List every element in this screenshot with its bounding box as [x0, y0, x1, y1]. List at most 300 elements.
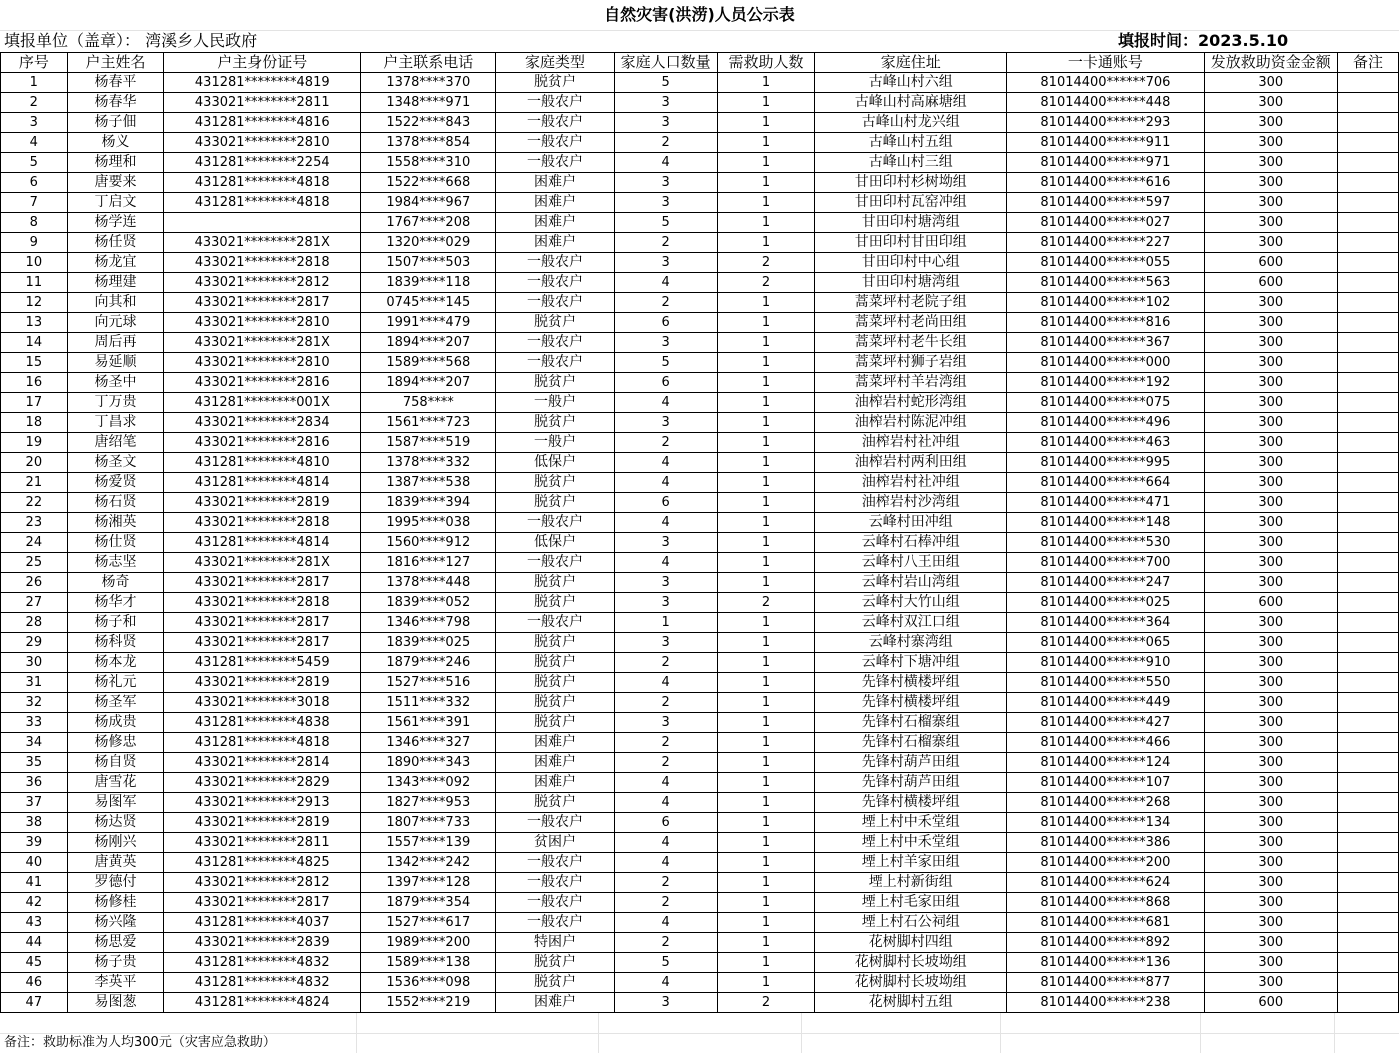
cell-aid-count[interactable]: 1: [717, 453, 815, 473]
cell-type[interactable]: 一般农户: [496, 253, 614, 273]
cell-id[interactable]: 431281********001X: [164, 393, 361, 413]
cell-type[interactable]: 脱贫户: [496, 313, 614, 333]
cell-remark[interactable]: [1337, 773, 1398, 793]
cell-type[interactable]: 脱贫户: [496, 593, 614, 613]
cell-type[interactable]: 一般农户: [496, 93, 614, 113]
cell-address[interactable]: 甘田印村瓦窑冲组: [815, 193, 1007, 213]
cell-family-size[interactable]: 4: [614, 833, 717, 853]
cell-amount[interactable]: 300: [1204, 493, 1337, 513]
cell-phone[interactable]: 1839****052: [361, 593, 496, 613]
cell-remark[interactable]: [1337, 93, 1398, 113]
cell-aid-count[interactable]: 1: [717, 933, 815, 953]
cell-name[interactable]: 李英平: [67, 973, 164, 993]
cell-aid-count[interactable]: 1: [717, 913, 815, 933]
cell-type[interactable]: 困难户: [496, 733, 614, 753]
cell-amount[interactable]: 300: [1204, 293, 1337, 313]
cell-account[interactable]: 81014400******065: [1007, 633, 1205, 653]
cell-family-size[interactable]: 3: [614, 113, 717, 133]
cell-id[interactable]: 433021********2834: [164, 413, 361, 433]
cell-index[interactable]: 14: [1, 333, 68, 353]
cell-phone[interactable]: 1587****519: [361, 433, 496, 453]
cell-name[interactable]: 杨奇: [67, 573, 164, 593]
cell-id[interactable]: 433021********2811: [164, 93, 361, 113]
cell-name[interactable]: 杨圣军: [67, 693, 164, 713]
cell-remark[interactable]: [1337, 533, 1398, 553]
cell-name[interactable]: 唐要来: [67, 173, 164, 193]
cell-name[interactable]: 周后再: [67, 333, 164, 353]
cell-id[interactable]: 433021********2819: [164, 813, 361, 833]
cell-index[interactable]: 33: [1, 713, 68, 733]
cell-name[interactable]: 杨任贤: [67, 233, 164, 253]
cell-name[interactable]: 向其和: [67, 293, 164, 313]
cell-index[interactable]: 37: [1, 793, 68, 813]
cell-address[interactable]: 甘田印村中心组: [815, 253, 1007, 273]
cell-type[interactable]: 一般农户: [496, 113, 614, 133]
cell-type[interactable]: 一般农户: [496, 333, 614, 353]
cell-address[interactable]: 云峰村石棒冲组: [815, 533, 1007, 553]
cell-phone[interactable]: 1507****503: [361, 253, 496, 273]
cell-account[interactable]: 81014400******910: [1007, 653, 1205, 673]
cell-address[interactable]: 油榨岩村社冲组: [815, 433, 1007, 453]
cell-amount[interactable]: 300: [1204, 793, 1337, 813]
cell-amount[interactable]: 300: [1204, 713, 1337, 733]
cell-aid-count[interactable]: 1: [717, 553, 815, 573]
cell-remark[interactable]: [1337, 913, 1398, 933]
cell-index[interactable]: 1: [1, 73, 68, 93]
cell-remark[interactable]: [1337, 693, 1398, 713]
header-account[interactable]: 一卡通账号: [1007, 53, 1205, 73]
cell-amount[interactable]: 600: [1204, 593, 1337, 613]
cell-amount[interactable]: 300: [1204, 953, 1337, 973]
cell-index[interactable]: 24: [1, 533, 68, 553]
cell-amount[interactable]: 300: [1204, 673, 1337, 693]
cell-aid-count[interactable]: 1: [717, 213, 815, 233]
cell-name[interactable]: 向元球: [67, 313, 164, 333]
cell-phone[interactable]: 1839****394: [361, 493, 496, 513]
cell-account[interactable]: 81014400******192: [1007, 373, 1205, 393]
cell-amount[interactable]: 300: [1204, 313, 1337, 333]
cell-address[interactable]: 油榨岩村陈泥冲组: [815, 413, 1007, 433]
cell-remark[interactable]: [1337, 333, 1398, 353]
cell-amount[interactable]: 300: [1204, 513, 1337, 533]
cell-name[interactable]: 罗德付: [67, 873, 164, 893]
cell-name[interactable]: 杨义: [67, 133, 164, 153]
cell-amount[interactable]: 300: [1204, 633, 1337, 653]
cell-remark[interactable]: [1337, 853, 1398, 873]
cell-family-size[interactable]: 2: [614, 893, 717, 913]
cell-address[interactable]: 云峰村大竹山组: [815, 593, 1007, 613]
cell-amount[interactable]: 300: [1204, 893, 1337, 913]
cell-phone[interactable]: 1378****854: [361, 133, 496, 153]
cell-aid-count[interactable]: 1: [717, 973, 815, 993]
cell-family-size[interactable]: 3: [614, 413, 717, 433]
cell-family-size[interactable]: 2: [614, 293, 717, 313]
cell-amount[interactable]: 300: [1204, 613, 1337, 633]
cell-phone[interactable]: 1387****538: [361, 473, 496, 493]
cell-amount[interactable]: 300: [1204, 813, 1337, 833]
cell-phone[interactable]: 1827****953: [361, 793, 496, 813]
cell-family-size[interactable]: 4: [614, 273, 717, 293]
cell-account[interactable]: 81014400******700: [1007, 553, 1205, 573]
cell-amount[interactable]: 300: [1204, 753, 1337, 773]
cell-name[interactable]: 杨华才: [67, 593, 164, 613]
cell-index[interactable]: 13: [1, 313, 68, 333]
cell-aid-count[interactable]: 1: [717, 813, 815, 833]
cell-account[interactable]: 81014400******293: [1007, 113, 1205, 133]
cell-aid-count[interactable]: 2: [717, 593, 815, 613]
cell-id[interactable]: 433021********281X: [164, 233, 361, 253]
cell-phone[interactable]: 1991****479: [361, 313, 496, 333]
cell-index[interactable]: 18: [1, 413, 68, 433]
cell-phone[interactable]: 1561****723: [361, 413, 496, 433]
cell-phone[interactable]: 1560****912: [361, 533, 496, 553]
cell-index[interactable]: 7: [1, 193, 68, 213]
cell-address[interactable]: 古峰山村三组: [815, 153, 1007, 173]
cell-remark[interactable]: [1337, 573, 1398, 593]
cell-amount[interactable]: 300: [1204, 413, 1337, 433]
cell-account[interactable]: 81014400******664: [1007, 473, 1205, 493]
cell-remark[interactable]: [1337, 373, 1398, 393]
cell-name[interactable]: 杨本龙: [67, 653, 164, 673]
cell-index[interactable]: 17: [1, 393, 68, 413]
cell-aid-count[interactable]: 1: [717, 493, 815, 513]
cell-address[interactable]: 油榨岩村两利田组: [815, 453, 1007, 473]
cell-family-size[interactable]: 4: [614, 853, 717, 873]
cell-phone[interactable]: 1995****038: [361, 513, 496, 533]
cell-type[interactable]: 脱贫户: [496, 793, 614, 813]
cell-remark[interactable]: [1337, 953, 1398, 973]
cell-id[interactable]: 433021********2817: [164, 613, 361, 633]
cell-index[interactable]: 16: [1, 373, 68, 393]
cell-phone[interactable]: 1879****246: [361, 653, 496, 673]
cell-remark[interactable]: [1337, 493, 1398, 513]
cell-id[interactable]: 433021********2817: [164, 293, 361, 313]
cell-type[interactable]: 一般户: [496, 433, 614, 453]
cell-name[interactable]: 杨爱贤: [67, 473, 164, 493]
cell-aid-count[interactable]: 1: [717, 873, 815, 893]
cell-account[interactable]: 81014400******681: [1007, 913, 1205, 933]
cell-index[interactable]: 42: [1, 893, 68, 913]
cell-account[interactable]: 81014400******563: [1007, 273, 1205, 293]
cell-type[interactable]: 脱贫户: [496, 373, 614, 393]
cell-type[interactable]: 一般户: [496, 393, 614, 413]
cell-id[interactable]: 433021********2817: [164, 573, 361, 593]
cell-type[interactable]: 困难户: [496, 993, 614, 1013]
cell-id[interactable]: 431281********4832: [164, 973, 361, 993]
cell-index[interactable]: 46: [1, 973, 68, 993]
cell-index[interactable]: 41: [1, 873, 68, 893]
cell-type[interactable]: 脱贫户: [496, 413, 614, 433]
cell-family-size[interactable]: 2: [614, 873, 717, 893]
cell-name[interactable]: 杨科贤: [67, 633, 164, 653]
cell-name[interactable]: 杨石贤: [67, 493, 164, 513]
cell-aid-count[interactable]: 1: [717, 713, 815, 733]
cell-type[interactable]: 脱贫户: [496, 633, 614, 653]
cell-account[interactable]: 81014400******616: [1007, 173, 1205, 193]
cell-account[interactable]: 81014400******868: [1007, 893, 1205, 913]
cell-address[interactable]: 蒿菜坪村老尚田组: [815, 313, 1007, 333]
cell-phone[interactable]: 0745****145: [361, 293, 496, 313]
cell-index[interactable]: 28: [1, 613, 68, 633]
cell-aid-count[interactable]: 1: [717, 753, 815, 773]
cell-id[interactable]: 431281********4838: [164, 713, 361, 733]
cell-id[interactable]: 433021********2818: [164, 593, 361, 613]
cell-remark[interactable]: [1337, 513, 1398, 533]
cell-family-size[interactable]: 2: [614, 753, 717, 773]
cell-address[interactable]: 云峰村田冲组: [815, 513, 1007, 533]
cell-address[interactable]: 蒿菜坪村老院子组: [815, 293, 1007, 313]
cell-id[interactable]: 433021********2810: [164, 353, 361, 373]
cell-type[interactable]: 困难户: [496, 213, 614, 233]
cell-type[interactable]: 一般农户: [496, 853, 614, 873]
cell-family-size[interactable]: 2: [614, 233, 717, 253]
cell-amount[interactable]: 300: [1204, 573, 1337, 593]
cell-aid-count[interactable]: 1: [717, 413, 815, 433]
cell-name[interactable]: 杨达贤: [67, 813, 164, 833]
cell-address[interactable]: 先锋村葫芦田组: [815, 773, 1007, 793]
cell-phone[interactable]: 1342****242: [361, 853, 496, 873]
cell-aid-count[interactable]: 2: [717, 253, 815, 273]
cell-index[interactable]: 15: [1, 353, 68, 373]
header-id[interactable]: 户主身份证号: [164, 53, 361, 73]
cell-phone[interactable]: 1839****025: [361, 633, 496, 653]
cell-remark[interactable]: [1337, 273, 1398, 293]
cell-remark[interactable]: [1337, 153, 1398, 173]
cell-name[interactable]: 易图葱: [67, 993, 164, 1013]
cell-type[interactable]: 脱贫户: [496, 573, 614, 593]
cell-remark[interactable]: [1337, 133, 1398, 153]
cell-address[interactable]: 先锋村葫芦田组: [815, 753, 1007, 773]
cell-index[interactable]: 6: [1, 173, 68, 193]
cell-type[interactable]: 低保户: [496, 453, 614, 473]
cell-name[interactable]: 丁万贵: [67, 393, 164, 413]
cell-id[interactable]: 431281********4818: [164, 733, 361, 753]
cell-family-size[interactable]: 4: [614, 673, 717, 693]
cell-id[interactable]: 433021********2816: [164, 373, 361, 393]
cell-family-size[interactable]: 3: [614, 253, 717, 273]
cell-index[interactable]: 31: [1, 673, 68, 693]
cell-account[interactable]: 81014400******025: [1007, 593, 1205, 613]
cell-address[interactable]: 云峰村双江口组: [815, 613, 1007, 633]
cell-phone[interactable]: 1346****798: [361, 613, 496, 633]
cell-account[interactable]: 81014400******449: [1007, 693, 1205, 713]
cell-phone[interactable]: 1527****617: [361, 913, 496, 933]
cell-family-size[interactable]: 4: [614, 913, 717, 933]
cell-index[interactable]: 8: [1, 213, 68, 233]
cell-id[interactable]: 433021********2812: [164, 273, 361, 293]
cell-remark[interactable]: [1337, 413, 1398, 433]
cell-address[interactable]: 花树脚村长坡坳组: [815, 953, 1007, 973]
cell-family-size[interactable]: 2: [614, 933, 717, 953]
cell-name[interactable]: 杨圣中: [67, 373, 164, 393]
cell-family-size[interactable]: 2: [614, 653, 717, 673]
cell-account[interactable]: 81014400******911: [1007, 133, 1205, 153]
cell-phone[interactable]: 1343****092: [361, 773, 496, 793]
cell-remark[interactable]: [1337, 433, 1398, 453]
cell-address[interactable]: 甘田印村塘湾组: [815, 213, 1007, 233]
cell-id[interactable]: 433021********281X: [164, 553, 361, 573]
cell-phone[interactable]: 1397****128: [361, 873, 496, 893]
cell-id[interactable]: 431281********2254: [164, 153, 361, 173]
cell-address[interactable]: 堙上村羊家田组: [815, 853, 1007, 873]
cell-index[interactable]: 36: [1, 773, 68, 793]
cell-id[interactable]: 433021********2818: [164, 513, 361, 533]
cell-remark[interactable]: [1337, 653, 1398, 673]
cell-aid-count[interactable]: 1: [717, 833, 815, 853]
cell-name[interactable]: 杨自贤: [67, 753, 164, 773]
cell-name[interactable]: 杨春华: [67, 93, 164, 113]
cell-amount[interactable]: 300: [1204, 93, 1337, 113]
cell-aid-count[interactable]: 1: [717, 333, 815, 353]
cell-type[interactable]: 困难户: [496, 193, 614, 213]
cell-type[interactable]: 一般农户: [496, 893, 614, 913]
cell-phone[interactable]: 1378****448: [361, 573, 496, 593]
cell-address[interactable]: 古峰山村高麻塘组: [815, 93, 1007, 113]
cell-family-size[interactable]: 3: [614, 573, 717, 593]
cell-type[interactable]: 一般农户: [496, 613, 614, 633]
cell-aid-count[interactable]: 1: [717, 93, 815, 113]
cell-id[interactable]: 431281********4814: [164, 473, 361, 493]
cell-amount[interactable]: 300: [1204, 873, 1337, 893]
cell-address[interactable]: 堙上村中禾堂组: [815, 813, 1007, 833]
cell-id[interactable]: 431281********4818: [164, 173, 361, 193]
cell-account[interactable]: 81014400******124: [1007, 753, 1205, 773]
cell-type[interactable]: 一般农户: [496, 913, 614, 933]
cell-index[interactable]: 29: [1, 633, 68, 653]
cell-family-size[interactable]: 1: [614, 613, 717, 633]
cell-family-size[interactable]: 6: [614, 373, 717, 393]
cell-phone[interactable]: 1561****391: [361, 713, 496, 733]
cell-id[interactable]: 433021********281X: [164, 333, 361, 353]
cell-index[interactable]: 35: [1, 753, 68, 773]
cell-index[interactable]: 21: [1, 473, 68, 493]
cell-id[interactable]: 433021********2810: [164, 133, 361, 153]
cell-family-size[interactable]: 3: [614, 93, 717, 113]
cell-family-size[interactable]: 4: [614, 453, 717, 473]
cell-index[interactable]: 39: [1, 833, 68, 853]
cell-family-size[interactable]: 4: [614, 473, 717, 493]
cell-aid-count[interactable]: 1: [717, 433, 815, 453]
cell-name[interactable]: 杨礼元: [67, 673, 164, 693]
cell-address[interactable]: 甘田印村甘田印组: [815, 233, 1007, 253]
cell-aid-count[interactable]: 1: [717, 673, 815, 693]
cell-family-size[interactable]: 5: [614, 953, 717, 973]
cell-id[interactable]: 431281********5459: [164, 653, 361, 673]
cell-aid-count[interactable]: 1: [717, 393, 815, 413]
cell-family-size[interactable]: 2: [614, 693, 717, 713]
cell-name[interactable]: 杨理建: [67, 273, 164, 293]
cell-phone[interactable]: 1511****332: [361, 693, 496, 713]
cell-aid-count[interactable]: 1: [717, 793, 815, 813]
cell-account[interactable]: 81014400******027: [1007, 213, 1205, 233]
cell-name[interactable]: 杨子和: [67, 613, 164, 633]
cell-address[interactable]: 云峰村寨湾组: [815, 633, 1007, 653]
cell-index[interactable]: 19: [1, 433, 68, 453]
cell-address[interactable]: 油榨岩村社冲组: [815, 473, 1007, 493]
cell-family-size[interactable]: 4: [614, 513, 717, 533]
cell-address[interactable]: 油榨岩村蛇形湾组: [815, 393, 1007, 413]
cell-aid-count[interactable]: 1: [717, 193, 815, 213]
cell-type[interactable]: 一般农户: [496, 293, 614, 313]
cell-phone[interactable]: 1894****207: [361, 333, 496, 353]
cell-remark[interactable]: [1337, 713, 1398, 733]
cell-family-size[interactable]: 5: [614, 73, 717, 93]
cell-id[interactable]: 431281********4824: [164, 993, 361, 1013]
cell-index[interactable]: 2: [1, 93, 68, 113]
cell-index[interactable]: 22: [1, 493, 68, 513]
cell-name[interactable]: 丁昌求: [67, 413, 164, 433]
cell-index[interactable]: 20: [1, 453, 68, 473]
cell-aid-count[interactable]: 1: [717, 73, 815, 93]
cell-amount[interactable]: 300: [1204, 153, 1337, 173]
cell-family-size[interactable]: 6: [614, 313, 717, 333]
cell-type[interactable]: 一般农户: [496, 553, 614, 573]
cell-amount[interactable]: 300: [1204, 233, 1337, 253]
cell-id[interactable]: 433021********2811: [164, 833, 361, 853]
cell-amount[interactable]: 600: [1204, 273, 1337, 293]
cell-account[interactable]: 81014400******200: [1007, 853, 1205, 873]
cell-name[interactable]: 杨理和: [67, 153, 164, 173]
cell-amount[interactable]: 600: [1204, 993, 1337, 1013]
cell-remark[interactable]: [1337, 313, 1398, 333]
cell-address[interactable]: 先锋村横楼坪组: [815, 793, 1007, 813]
cell-remark[interactable]: [1337, 793, 1398, 813]
cell-id[interactable]: 431281********4818: [164, 193, 361, 213]
cell-type[interactable]: 脱贫户: [496, 953, 614, 973]
cell-id[interactable]: 433021********2810: [164, 313, 361, 333]
cell-account[interactable]: 81014400******148: [1007, 513, 1205, 533]
cell-address[interactable]: 堙上村中禾堂组: [815, 833, 1007, 853]
cell-amount[interactable]: 300: [1204, 133, 1337, 153]
cell-aid-count[interactable]: 1: [717, 513, 815, 533]
cell-phone[interactable]: 1348****971: [361, 93, 496, 113]
cell-remark[interactable]: [1337, 873, 1398, 893]
cell-remark[interactable]: [1337, 353, 1398, 373]
cell-id[interactable]: 431281********4825: [164, 853, 361, 873]
cell-name[interactable]: 杨志坚: [67, 553, 164, 573]
cell-aid-count[interactable]: 2: [717, 273, 815, 293]
cell-address[interactable]: 堙上村石公祠组: [815, 913, 1007, 933]
cell-address[interactable]: 古峰山村龙兴组: [815, 113, 1007, 133]
cell-account[interactable]: 81014400******238: [1007, 993, 1205, 1013]
cell-type[interactable]: 脱贫户: [496, 673, 614, 693]
cell-family-size[interactable]: 4: [614, 793, 717, 813]
cell-remark[interactable]: [1337, 73, 1398, 93]
cell-amount[interactable]: 300: [1204, 833, 1337, 853]
cell-type[interactable]: 脱贫户: [496, 473, 614, 493]
cell-name[interactable]: 易延顺: [67, 353, 164, 373]
cell-name[interactable]: 唐雪花: [67, 773, 164, 793]
header-family-size[interactable]: 家庭人口数量: [614, 53, 717, 73]
header-aid-count[interactable]: 需救助人数: [717, 53, 815, 73]
cell-phone[interactable]: 1989****200: [361, 933, 496, 953]
cell-type[interactable]: 困难户: [496, 753, 614, 773]
cell-family-size[interactable]: 5: [614, 353, 717, 373]
cell-remark[interactable]: [1337, 233, 1398, 253]
cell-aid-count[interactable]: 1: [717, 613, 815, 633]
cell-name[interactable]: 杨学连: [67, 213, 164, 233]
cell-remark[interactable]: [1337, 473, 1398, 493]
cell-account[interactable]: 81014400******134: [1007, 813, 1205, 833]
cell-id[interactable]: 431281********4814: [164, 533, 361, 553]
cell-id[interactable]: 433021********2839: [164, 933, 361, 953]
cell-name[interactable]: 杨修忠: [67, 733, 164, 753]
cell-type[interactable]: 一般农户: [496, 813, 614, 833]
cell-family-size[interactable]: 3: [614, 173, 717, 193]
cell-phone[interactable]: 1589****138: [361, 953, 496, 973]
cell-name[interactable]: 杨龙宜: [67, 253, 164, 273]
cell-account[interactable]: 81014400******471: [1007, 493, 1205, 513]
